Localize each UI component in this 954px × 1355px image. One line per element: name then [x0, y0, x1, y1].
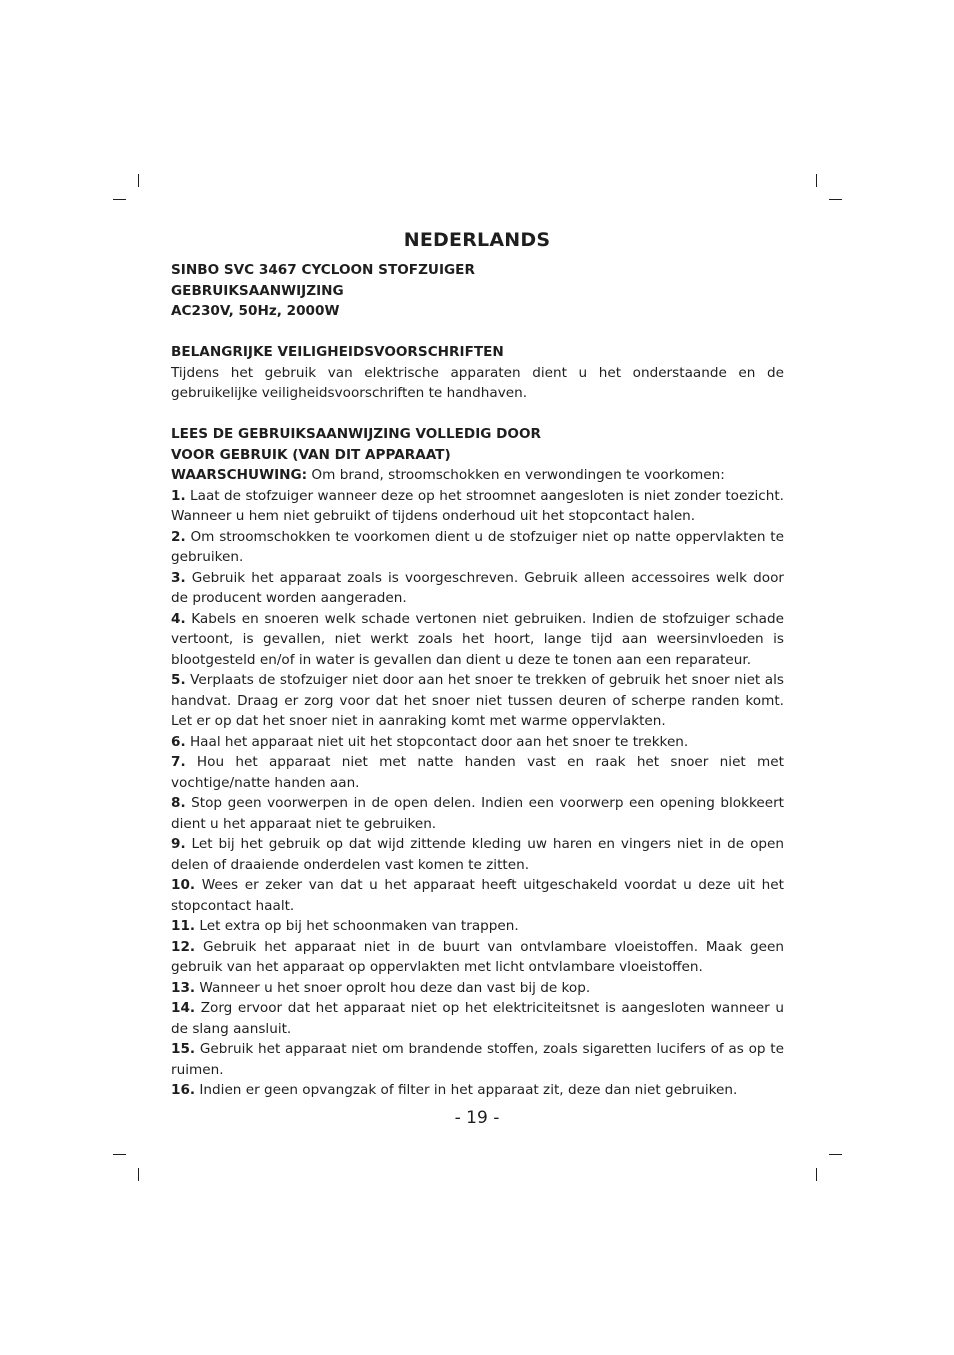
page-number: - 19 - — [454, 1108, 500, 1128]
crop-mark-bottom-right-vertical — [816, 1168, 817, 1181]
item-number: 16. — [171, 1082, 196, 1098]
power-spec: AC230V, 50Hz, 2000W — [171, 303, 340, 319]
manual-content — [171, 260, 784, 1101]
item-text: Let bij het gebruik op dat wijd zittende kleding uw haren en vingers niet in de open delen of draaiende onderdelen vast komen te zitten. — [171, 836, 784, 873]
item-number: 15. — [171, 1041, 196, 1057]
item-text: Hou het apparaat niet met natte handen vast en raak het snoer niet met vochtige/natte handen aan. — [171, 754, 784, 791]
item-text: Gebruik het apparaat niet in de buurt van ontvlambare vloeistoffen. Maak geen gebruik van het apparaat op oppervlakten met licht ontvlambare vloeistoffen. — [171, 938, 784, 975]
item-text: Om stroomschokken te voorkomen dient u de stofzuiger niet op natte oppervlakten te gebruiken. — [171, 528, 784, 565]
item-text: Gebruik het apparaat zoals is voorgeschreven. Gebruik alleen accessoires welk door de producent worden aangeraden. — [171, 569, 784, 606]
item-text: Kabels en snoeren welk schade vertonen niet gebruiken. Indien de stofzuiger schade vertoont, is gevallen, niet werkt zoals het hoort, lange tijd aan weersinvloeden is blootgesteld en/of in water is gevallen dan dient u deze te tonen aan een reparateur. — [171, 610, 784, 668]
item-number: 8. — [171, 795, 186, 811]
list-item — [171, 998, 784, 1039]
list-item — [171, 916, 784, 937]
list-item — [171, 793, 784, 834]
item-text: Wees er zeker van dat u het apparaat heeft uitgeschakeld voordat u deze uit het stopcontact haalt. — [171, 877, 784, 914]
item-text: Zorg ervoor dat het apparaat niet op het elektriciteitsnet is aangesloten wanneer u de slang aansluit. — [171, 1000, 784, 1037]
list-item — [171, 568, 784, 609]
crop-mark-bottom-left-horizontal — [113, 1154, 126, 1155]
list-item — [171, 978, 784, 999]
list-item — [171, 609, 784, 671]
item-number: 14. — [171, 1000, 196, 1016]
crop-mark-top-left-horizontal — [113, 199, 126, 200]
item-number: 9. — [171, 836, 186, 852]
item-number: 2. — [171, 528, 186, 545]
spacer — [171, 322, 784, 343]
item-number: 11. — [171, 918, 196, 934]
warning-paragraph — [171, 465, 784, 486]
item-text: Indien er geen opvangzak of filter in het apparaat zit, deze dan niet gebruiken. — [195, 1082, 738, 1098]
list-item — [171, 752, 784, 793]
list-item — [171, 527, 784, 568]
item-text: Let extra op bij het schoonmaken van trappen. — [195, 918, 519, 934]
item-number: 7. — [171, 754, 186, 770]
crop-mark-bottom-left-vertical — [138, 1168, 139, 1181]
item-number: 13. — [171, 979, 196, 996]
item-text: Laat de stofzuiger wanneer deze op het stroomnet aangesloten is niet zonder toezicht. Wanneer u hem niet gebruikt of tijdens onderhoud uit het stopcontact halen. — [171, 487, 784, 524]
item-number: 6. — [171, 733, 186, 750]
item-number: 10. — [171, 877, 196, 893]
read-heading-line2: VOOR GEBRUIK (VAN DIT APPARAAT) — [171, 446, 451, 463]
list-item — [171, 1039, 784, 1080]
item-number: 5. — [171, 672, 186, 688]
safety-intro: Tijdens het gebruik van elektrische apparaten dient u het onderstaande en de gebruikelijke veiligheidsvoorschriften te handhaven. — [171, 364, 784, 401]
crop-mark-top-left-vertical — [138, 174, 139, 187]
list-item — [171, 875, 784, 916]
list-item — [171, 732, 784, 753]
crop-mark-top-right-vertical — [816, 174, 817, 187]
list-item — [171, 937, 784, 978]
warning-label: WAARSCHUWING: — [171, 467, 308, 483]
safety-heading: BELANGRIJKE VEILIGHEIDSVOORSCHRIFTEN — [171, 344, 504, 360]
item-text: Wanneer u het snoer oprolt hou deze dan vast bij de kop. — [195, 979, 591, 996]
crop-mark-bottom-right-horizontal — [829, 1154, 842, 1155]
list-item — [171, 834, 784, 875]
item-text: Stop geen voorwerpen in de open delen. Indien een voorwerp een opening blokkeert dient u het apparaat niet te gebruiken. — [171, 795, 784, 832]
page-title: NEDERLANDS — [403, 229, 551, 251]
product-name: SINBO SVC 3467 CYCLOON STOFZUIGER — [171, 262, 475, 278]
document-type: GEBRUIKSAANWIJZING — [171, 282, 344, 299]
spacer — [171, 404, 784, 425]
item-number: 3. — [171, 569, 186, 586]
item-text: Verplaats de stofzuiger niet door aan het snoer te trekken of gebruik het snoer niet als handvat. Draag er zorg voor dat het snoer niet tussen deuren of scherpe randen komt. Let er op dat het snoer niet in aanraking komt met warme oppervlakten. — [171, 672, 784, 729]
item-number: 4. — [171, 610, 186, 627]
item-text: Gebruik het apparaat niet om brandende stoffen, zoals sigaretten lucifers of as op te ruimen. — [171, 1041, 784, 1078]
list-item — [171, 670, 784, 732]
warning-text: Om brand, stroomschokken en verwondingen te voorkomen: — [307, 467, 725, 483]
item-number: 12. — [171, 938, 196, 955]
list-item — [171, 1080, 784, 1101]
item-number: 1. — [171, 487, 186, 504]
read-heading-line1: LEES DE GEBRUIKSAANWIJZING VOLLEDIG DOOR — [171, 426, 542, 442]
item-text: Haal het apparaat niet uit het stopcontact door aan het snoer te trekken. — [185, 733, 689, 750]
list-item — [171, 486, 784, 527]
crop-mark-top-right-horizontal — [829, 199, 842, 200]
